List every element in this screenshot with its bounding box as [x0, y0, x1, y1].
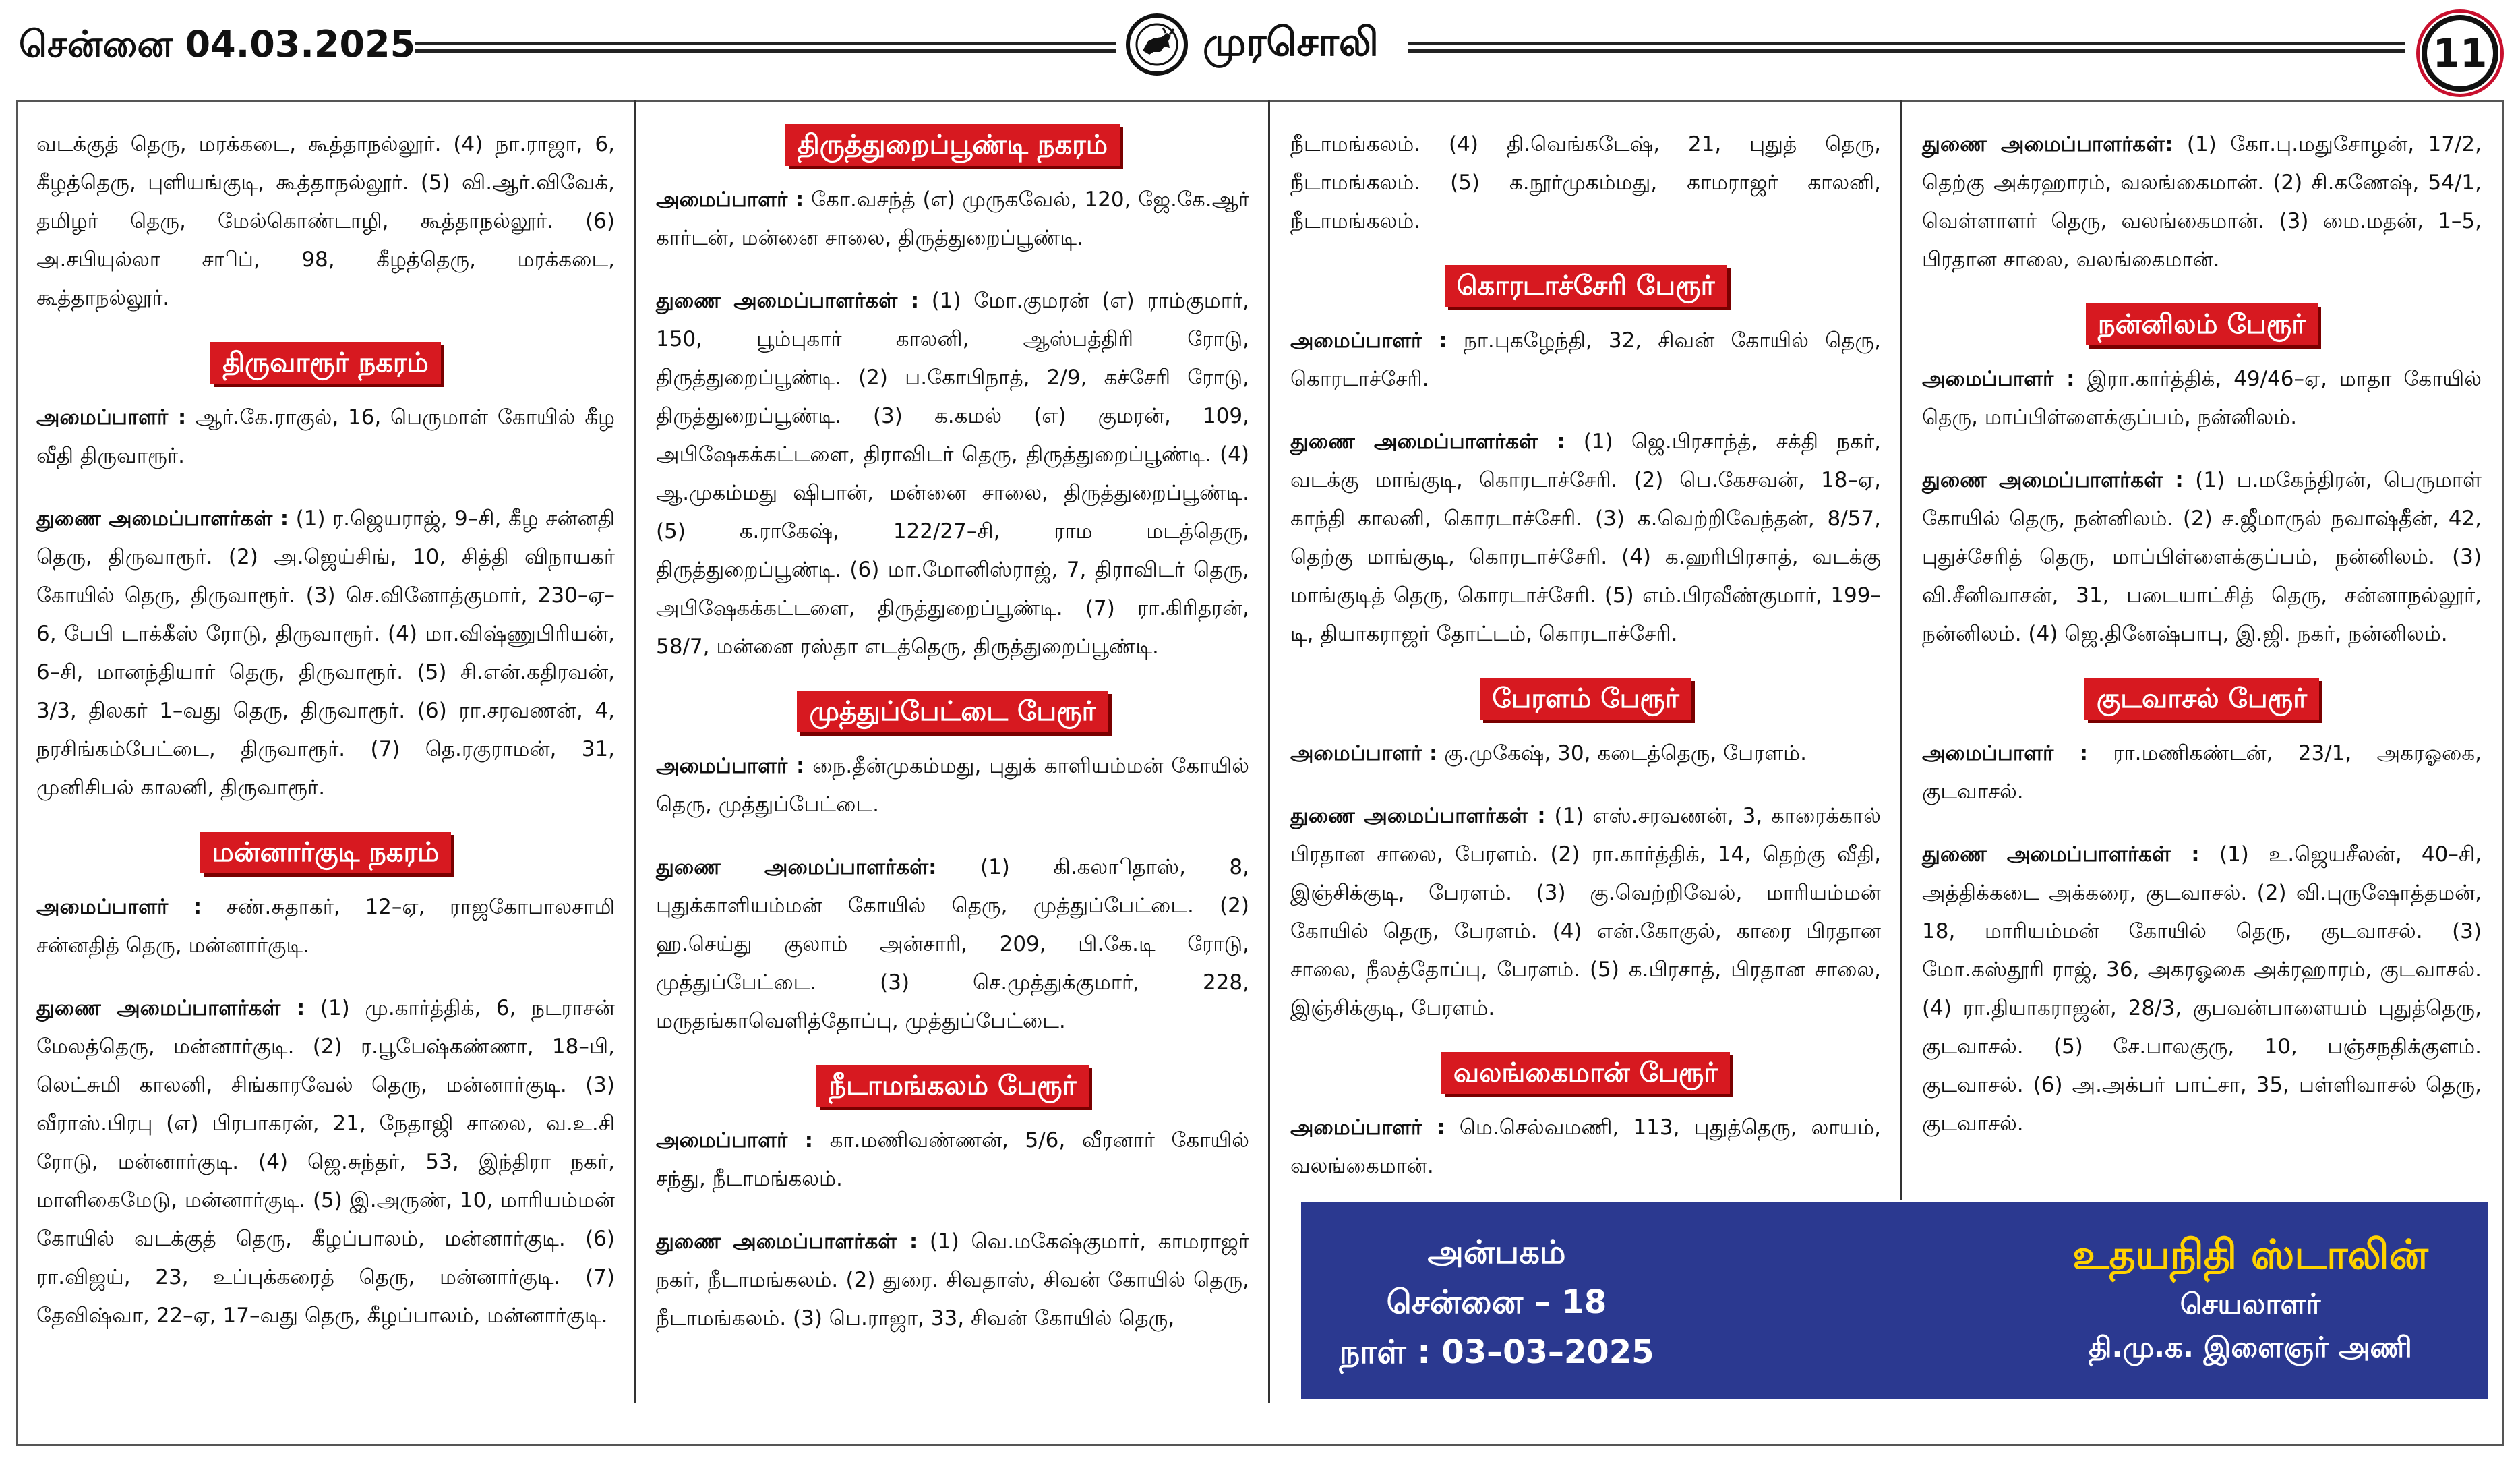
entry-label: அமைப்பாளர் : — [656, 754, 805, 778]
header-rule-right — [1408, 42, 2405, 53]
entry-text: (1) ஜெ.பிரசாந்த், சக்தி நகர், வடக்கு மாங்குடி, கொரடாச்சேரி. (2) பெ.கேசவன், 18–ஏ, காந்தி காலனி, கொரடாச்சேரி. (3) க.வெற்றிவேந்தன், 8/57, தெற்கு மாங்குடி, கொரடாச்சேரி. (4) க.ஹரிபிரசாத், வடக்கு மாங்குடித் தெரு, கொரடாச்சேரி. (5) எம்.பிரவீண்குமார், 199–டி, தியாகராஜர் தோட்டம், கொரடாச்சேரி. — [1290, 430, 1882, 646]
header-rule-left — [415, 42, 1116, 53]
entry-text: நை.தீன்முகம்மது, புதுக் காளியம்மன் கோயில் தெரு, முத்துப்பேட்டை. — [656, 754, 1249, 817]
entry-text: (1) மோ.குமரன் (எ) ராம்குமார், 150, பூம்புகார் காலனி, ஆஸ்பத்திரி ரோடு, திருத்துறைப்பூண்டி. (2) ப.கோபிநாத், 2/9, கச்சேரி ரோடு, திருத்துறைப்பூண்டி. (3) க.கமல் (எ) குமரன், 109, அபிஷேகக்கட்டளை, திராவிடர் தெரு, திருத்துறைப்பூண்டி. (4) ஆ.முகம்மது ஷிபான், மன்னை சாலை, திருத்துறைப்பூண்டி. (5) க.ராகேஷ், 122/27–சி, ராம மடத்தெரு, திருத்துறைப்பூண்டி. (6) மா.மோனிஸ்ராஜ், 7, திராவிடர் தெரு, அபிஷேகக்கட்டளை, திருத்துறைப்பூண்டி. (7) ரா.கிரிதரன், 58/7, மன்னை ரஸ்தா எடத்தெரு, திருத்துறைப்பூண்டி. — [656, 289, 1249, 659]
entry-label: அமைப்பாளர் : — [1922, 741, 2088, 765]
section-heading: திருத்துறைப்பூண்டி நகரம் — [785, 124, 1120, 166]
entry-label: துணை அமைப்பாளர்கள் : — [1922, 842, 2200, 867]
entry-paragraph — [656, 1223, 1249, 1338]
entry-paragraph — [1290, 734, 1881, 773]
entry-paragraph — [1922, 836, 2482, 1143]
bull-emblem-icon — [1126, 13, 1188, 76]
section-heading: முத்துப்பேட்டை பேரூர் — [797, 691, 1108, 732]
page-number: 11 — [2422, 15, 2498, 92]
entry-paragraph — [36, 500, 615, 807]
entry-text: (1) கோ.பு.மதுசோழன், 17/2, தெற்கு அக்ரஹாரம், வலங்கைமான். (2) சி.கணேஷ், 54/1, வெள்ளாளர் தெரு, வலங்கைமான். (3) மை.மதன், 1–5, பிரதான சாலை, வலங்கைமான். — [1922, 132, 2482, 272]
section-heading-wrap — [1922, 303, 2482, 345]
dateline: சென்னை 04.03.2025 — [19, 23, 416, 65]
entry-text: நா.புகழேந்தி, 32, சிவன் கோயில் தெரு, கொரடாச்சேரி. — [1290, 328, 1881, 391]
section-heading: மன்னார்குடி நகரம் — [200, 832, 452, 873]
entry-text: கோ.வசந்த் (எ) முருகவேல், 120, ஜே.கே.ஆர் கார்டன், மன்னை சாலை, திருத்துறைப்பூண்டி. — [656, 187, 1249, 250]
entry-label: அமைப்பாளர் : — [1290, 1115, 1445, 1140]
column-2 — [636, 100, 1269, 1401]
section-heading-wrap — [656, 124, 1249, 166]
entry-text: (1) ப.மகேந்திரன், பெருமாள் கோயில் தெரு, நன்னிலம். (2) ச.ஜீமாருல் நவாஷ்தீன், 42, புதுச்சேரித் தெரு, மாப்பிள்ளைக்குப்பம், நன்னிலம். (3) வி.சீனிவாசன், 31, படையாட்சித் தெரு, சன்னாநல்லூர், நன்னிலம். (4) ஜெ.தினேஷ்பாபு, இ.ஜி. நகர், நன்னிலம். — [1922, 468, 2482, 646]
section-heading-wrap — [1290, 1052, 1881, 1094]
page-header — [0, 0, 2520, 101]
entry-paragraph — [656, 181, 1249, 258]
entry-label: அமைப்பாளர் : — [1922, 367, 2075, 391]
entry-label: அமைப்பாளர் : — [36, 895, 202, 919]
banner-date: நாள் : 03–03–2025 — [1339, 1333, 1654, 1371]
entry-label: துணை அமைப்பாளர்கள் : — [656, 289, 920, 313]
entry-paragraph — [1290, 1109, 1881, 1186]
section-heading-wrap — [1922, 678, 2482, 720]
banner-signatory — [2035, 1227, 2466, 1369]
entry-paragraph — [656, 747, 1249, 824]
section-heading: நன்னிலம் பேரூர் — [2086, 303, 2318, 345]
signature-banner — [1301, 1202, 2488, 1399]
continued-paragraph — [36, 125, 615, 318]
section-heading: கொரடாச்சேரி பேரூர் — [1445, 265, 1727, 307]
entry-paragraph — [36, 989, 615, 1335]
section-heading-wrap — [1290, 678, 1881, 720]
entry-text: கா.மணிவண்ணன், 5/6, வீரனார் கோயில் சந்து, நீடாமங்கலம். — [656, 1128, 1249, 1191]
entry-paragraph — [1922, 125, 2482, 279]
entry-text: இரா.கார்த்திக், 49/46–ஏ, மாதா கோயில் தெரு, மாப்பிள்ளைக்குப்பம், நன்னிலம். — [1922, 367, 2482, 430]
section-heading: குடவாசல் பேரூர் — [2084, 678, 2319, 720]
section-heading: நீடாமங்கலம் பேரூர் — [816, 1065, 1088, 1107]
entry-label: அமைப்பாளர் : — [656, 1128, 814, 1153]
entry-text: (1) ர.ஜெயராஜ், 9–சி, கீழ சன்னதி தெரு, திருவாரூர். (2) அ.ஜெய்சிங், 10, சித்தி விநாயகர் கோயில் தெரு, திருவாரூர். (3) செ.வினோத்குமார், 230–ஏ–6, பேபி டாக்கீஸ் ரோடு, திருவாரூர். (4) மா.விஷ்ணுபிரியன், 6–சி, மானந்தியார் தெரு, திருவாரூர். (5) சி.என்.கதிரவன், 3/3, திலகர் 1–வது தெரு, திருவாரூர். (6) ரா.சரவணன், 4, நரசிங்கம்பேட்டை, திருவாரூர். (7) தெ.ரகுராமன், 31, முனிசிபல் காலனி, திருவாரூர். — [36, 506, 615, 800]
entry-paragraph — [1922, 461, 2482, 653]
entry-text: (1) மு.கார்த்திக், 6, நடராசன் மேலத்தெரு, மன்னார்குடி. (2) ர.பூபேஷ்கண்ணா, 18–பி, லெட்சுமி காலனி, சிங்காரவேல் தெரு, மன்னார்குடி. (3) வீராஸ்.பிரபு (எ) பிரபாகரன், 21, நேதாஜி சாலை, வ.உ.சி ரோடு, மன்னார்குடி. (4) ஜெ.சுந்தர், 53, இந்திரா நகர், மாளிகைமேடு, மன்னார்குடி. (5) இ.அருண், 10, மாரியம்மன் கோயில் வடக்குத் தெரு, கீழப்பாலம், மன்னார்குடி. (6) ரா.விஜய், 23, உப்புக்கரைத் தெரு, மன்னார்குடி. (7) தேவிஷ்வா, 22–ஏ, 17–வது தெரு, கீழப்பாலம், மன்னார்குடி. — [36, 996, 615, 1328]
entry-label: அமைப்பாளர் : — [1290, 328, 1447, 353]
entry-text: ரா.மணிகண்டன், 23/1, அகரஓகை, குடவாசல். — [1922, 741, 2482, 804]
banner-place-date — [1328, 1227, 1665, 1377]
section-heading-wrap — [656, 691, 1249, 732]
section-heading: திருவாரூர் நகரம் — [210, 342, 440, 384]
entry-text: மெ.செல்வமணி, 113, புதுத்தெரு, லாயம், வலங்கைமான். — [1290, 1115, 1881, 1178]
entry-text: (1) உ.ஜெயசீலன், 40–சி, அத்திக்கடை அக்கரை, குடவாசல். (2) வி.புருஷோத்தமன், 18, மாரியம்மன் கோயில் தெரு, குடவாசல். (3) மோ.கஸ்தூரி ராஜ், 36, அகரஓகை அக்ரஹாரம், குடவாசல். (4) ரா.தியாகராஜன், 28/3, குபவன்பாளையம் புதுத்தெரு, குடவாசல். (5) சே.பாலகுரு, 10, பஞ்சநதிக்குளம். குடவாசல். (6) அ.அக்பர் பாட்சா, 35, பள்ளிவாசல் தெரு, குடவாசல். — [1922, 842, 2482, 1136]
entry-label: துணை அமைப்பாளர்கள் : — [36, 996, 305, 1020]
entry-label: துணை அமைப்பாளர்கள் : — [1922, 468, 2184, 492]
entry-text: வடக்குத் தெரு, மரக்கடை, கூத்தாநல்லூர். (4) நா.ராஜா, 6, கீழத்தெரு, புளியங்குடி, கூத்தாநல்லூர். (5) வி.ஆர்.விவேக், தமிழர் தெரு, மேல்கொண்டாழி, கூத்தாநல்லூர். (6) அ.சபியுல்லா சாிப், 98, கீழத்தெரு, மரக்கடை, கூத்தாநல்லூர். — [36, 132, 615, 310]
section-heading-wrap — [36, 342, 615, 384]
section-heading: வலங்கைமான் பேரூர் — [1441, 1052, 1730, 1094]
column-1 — [16, 100, 635, 1401]
continued-paragraph — [1290, 125, 1881, 241]
entry-label: துணை அமைப்பாளர்கள்: — [1922, 132, 2173, 156]
banner-office: அன்பகம் — [1427, 1233, 1566, 1271]
entry-paragraph — [1922, 734, 2482, 811]
entry-text: கு.முகேஷ், 30, கடைத்தெரு, பேரளம். — [1444, 741, 1807, 765]
entry-paragraph — [1290, 797, 1881, 1028]
entry-text: (1) வெ.மகேஷ்குமார், காமராஜர் நகர், நீடாமங்கலம். (2) துரை. சிவதாஸ், சிவன் கோயில் தெரு, நீடாமங்கலம். (3) பெ.ராஜா, 33, சிவன் கோயில் தெரு, — [656, 1229, 1249, 1331]
entry-label: அமைப்பாளர் : — [36, 405, 187, 430]
entry-paragraph — [1290, 322, 1881, 399]
entry-text: (1) கி.கலாிதாஸ், 8, புதுக்காளியம்மன் கோயில் தெரு, முத்துப்பேட்டை. (2) ஹ.செய்து குலாம் அன்சாரி, 209, பி.கே.டி ரோடு, முத்துப்பேட்டை. (3) செ.முத்துக்குமார், 228, மருதங்காவெளித்தோப்பு, முத்துப்பேட்டை. — [656, 855, 1250, 1033]
section-heading-wrap — [656, 1065, 1249, 1107]
entry-text: நீடாமங்கலம். (4) தி.வெங்கடேஷ், 21, புதுத் தெரு, நீடாமங்கலம். (5) க.நூர்முகம்மது, காமராஜர் காலனி, நீடாமங்கலம். — [1290, 132, 1881, 233]
entry-paragraph — [656, 282, 1249, 666]
signatory-role: செயலாளர் — [2180, 1287, 2321, 1320]
entry-text: சண்.சுதாகர், 12–ஏ, ராஜகோபாலசாமி சன்னதித் தெரு, மன்னார்குடி. — [36, 895, 615, 958]
entry-label: துணை அமைப்பாளர்கள் : — [36, 506, 289, 531]
entry-text: (1) எஸ்.சரவணன், 3, காரைக்கால் பிரதான சாலை, பேரளம். (2) ரா.கார்த்திக், 14, தெற்கு வீதி, இஞ்சிக்குடி, பேரளம். (3) கு.வெற்றிவேல், மாரியம்மன் கோயில் தெரு, பேரளம். (4) என்.கோகுல், காரை பிரதான சாலை, நீலத்தோப்பு, பேரளம். (5) க.பிரசாத், பிரதான சாலை, இஞ்சிக்குடி, பேரளம். — [1290, 804, 1881, 1020]
entry-label: அமைப்பாளர் : — [656, 187, 804, 212]
section-heading-wrap — [36, 832, 615, 873]
entry-label: துணை அமைப்பாளர்கள் : — [1290, 430, 1565, 454]
entry-label: அமைப்பாளர் : — [1290, 741, 1438, 765]
masthead-title: முரசொலி — [1203, 19, 1379, 65]
signatory-name: உதயநிதி ஸ்டாலின் — [2072, 1231, 2428, 1279]
entry-paragraph — [36, 399, 615, 475]
entry-paragraph — [1922, 360, 2482, 437]
masthead — [1126, 13, 1379, 76]
entry-paragraph — [36, 888, 615, 965]
entry-paragraph — [656, 848, 1249, 1041]
entry-label: துணை அமைப்பாளர்கள்: — [656, 855, 937, 879]
entry-text: ஆர்.கே.ராகுல், 16, பெருமாள் கோயில் கீழ வீதி திருவாரூர். — [36, 405, 615, 468]
section-heading: பேரளம் பேரூர் — [1480, 678, 1691, 720]
entry-paragraph — [656, 1121, 1249, 1198]
banner-city: சென்னை – 18 — [1386, 1283, 1607, 1321]
entry-label: துணை அமைப்பாளர்கள் : — [656, 1229, 918, 1254]
signatory-org: தி.மு.க. இளைஞர் அணி — [2089, 1331, 2412, 1364]
section-heading-wrap — [1290, 265, 1881, 307]
entry-paragraph — [1290, 423, 1881, 653]
entry-label: துணை அமைப்பாளர்கள் : — [1290, 804, 1546, 828]
